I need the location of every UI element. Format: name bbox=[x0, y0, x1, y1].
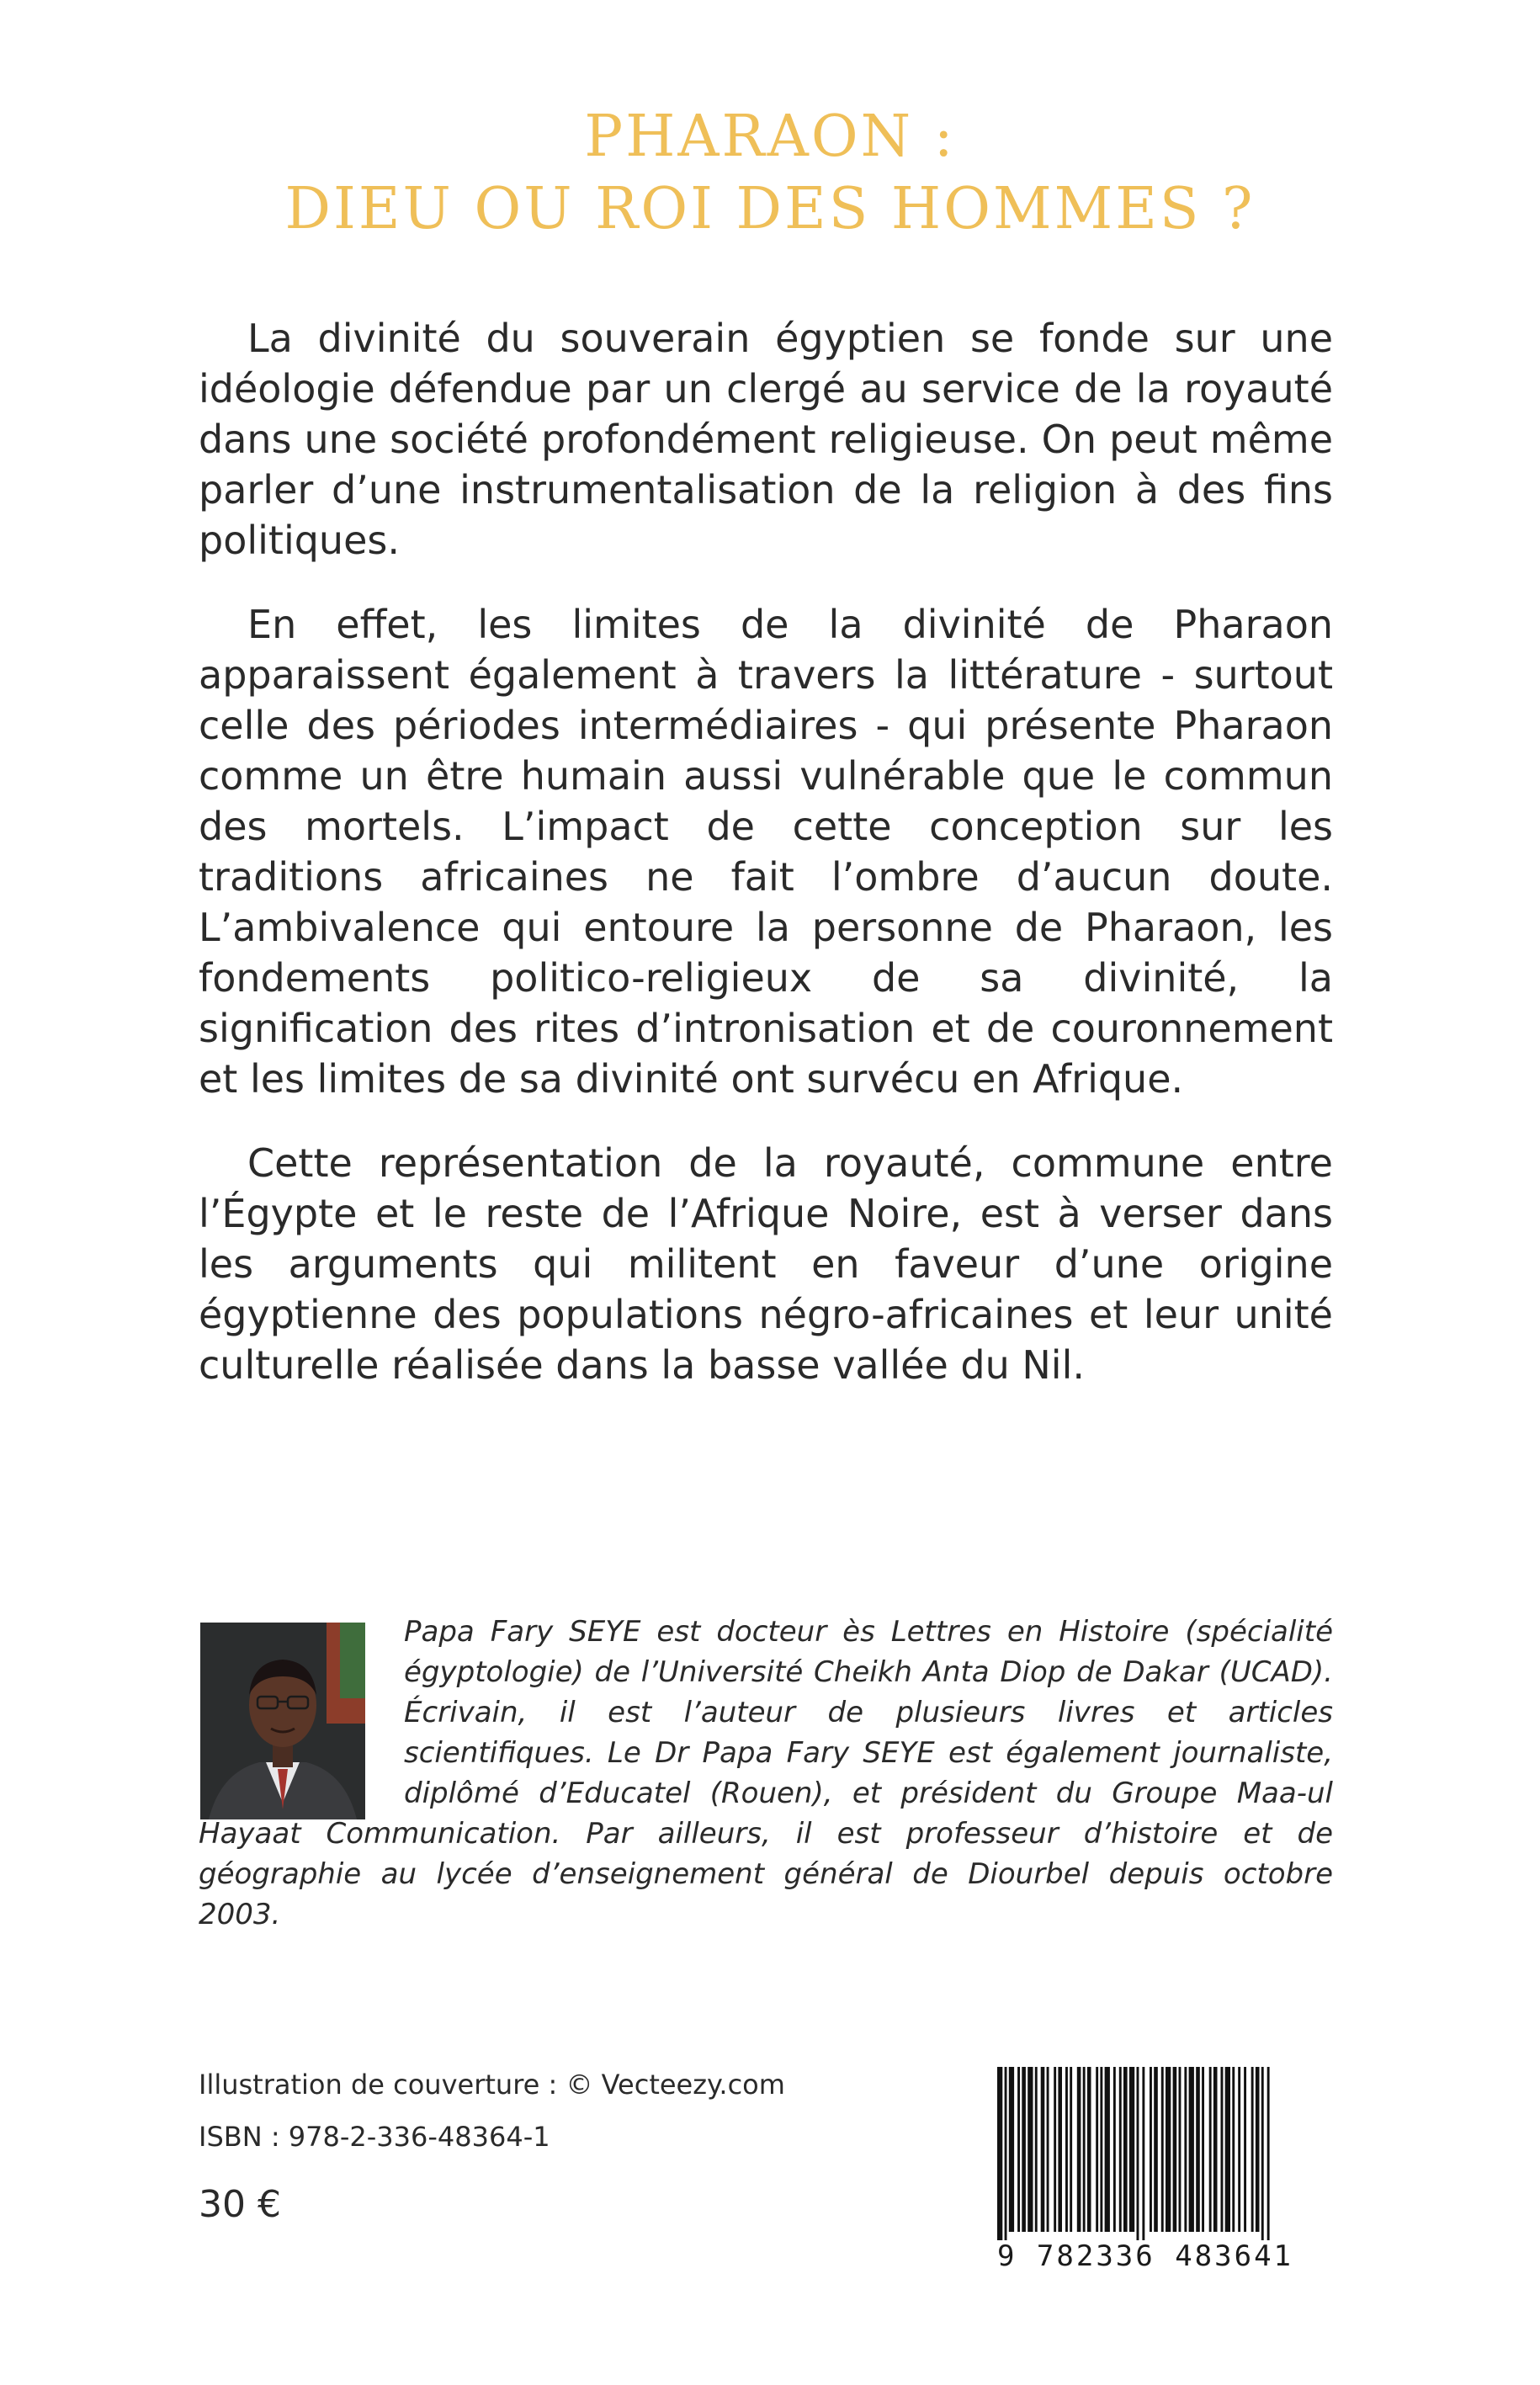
barcode-bar bbox=[1137, 2067, 1139, 2240]
book-title bbox=[0, 101, 1540, 246]
barcode-bar bbox=[1054, 2067, 1056, 2232]
barcode-bar bbox=[1267, 2067, 1270, 2240]
author-bio bbox=[199, 1612, 1333, 1935]
barcode-bar bbox=[1077, 2067, 1081, 2232]
back-cover-summary bbox=[199, 313, 1333, 1424]
barcode-bar bbox=[1142, 2067, 1144, 2240]
barcode-bar bbox=[1119, 2067, 1122, 2232]
barcode-bar bbox=[1123, 2067, 1128, 2232]
barcode-bar bbox=[1232, 2067, 1235, 2232]
barcode-bar bbox=[997, 2067, 1002, 2240]
barcode-bar bbox=[1189, 2067, 1194, 2232]
barcode-bar bbox=[1028, 2067, 1033, 2232]
illustration-credit: Illustration de couverture : © Vecteezy.com bbox=[199, 2069, 785, 2101]
barcode-bar bbox=[1017, 2067, 1020, 2232]
barcode-bar bbox=[1196, 2067, 1200, 2232]
barcode-bar bbox=[1100, 2067, 1102, 2232]
isbn-barcode bbox=[990, 2064, 1300, 2274]
barcode-bar bbox=[1225, 2067, 1230, 2232]
barcode-bar bbox=[1173, 2067, 1177, 2232]
barcode-bar bbox=[1065, 2067, 1068, 2232]
barcode-bar bbox=[1047, 2067, 1049, 2232]
barcode-bar bbox=[1022, 2067, 1026, 2232]
barcode-digits: 9 782336 483641 bbox=[996, 2239, 1294, 2273]
author-name: Papa Fary SEYE bbox=[404, 1615, 641, 1649]
barcode-bar bbox=[1129, 2067, 1134, 2232]
summary-paragraph-3: Cette représentation de la royauté, commune entre l’Égypte et le reste de l’Afrique Noire, est à verser dans les arguments qui militent en faveur d’une origine égyptienne des populations négro-africaines et leur unité culturelle réalisée dans la basse vallée du Nil. bbox=[199, 1140, 1333, 1388]
barcode-bar bbox=[1251, 2067, 1254, 2232]
title-line-1: PHARAON : bbox=[584, 104, 956, 170]
summary-paragraph-1: La divinité du souverain égyptien se fonde sur une idéologie défendue par un clergé au service de la royauté dans une société profondément religieuse. On peut même parler d’une instrumentalisation de la religion à des fins politiques. bbox=[199, 316, 1333, 563]
barcode-bar bbox=[1179, 2067, 1182, 2232]
barcode-bar bbox=[1096, 2067, 1098, 2232]
barcode-bar bbox=[1058, 2067, 1062, 2232]
barcode-bar bbox=[1161, 2067, 1164, 2232]
barcode-bar bbox=[1005, 2067, 1007, 2240]
barcode-bar bbox=[1150, 2067, 1152, 2232]
barcode-bar bbox=[1087, 2067, 1091, 2232]
barcode-bar bbox=[1154, 2067, 1158, 2232]
barcode-bar bbox=[1209, 2067, 1212, 2232]
barcode-bar bbox=[1221, 2067, 1224, 2232]
barcode-bar bbox=[1184, 2067, 1187, 2232]
barcode-bar bbox=[1261, 2067, 1264, 2240]
barcode-bar bbox=[1113, 2067, 1116, 2232]
title-line-2: DIEU OU ROI DES HOMMES ? bbox=[284, 176, 1256, 242]
barcode-bar bbox=[1035, 2067, 1038, 2232]
barcode-bar bbox=[1009, 2067, 1014, 2232]
barcode-bar bbox=[1256, 2067, 1260, 2232]
barcode-bar bbox=[1070, 2067, 1072, 2232]
barcode-bar bbox=[1105, 2067, 1110, 2232]
price-text: 30 € bbox=[199, 2183, 281, 2226]
summary-paragraph-2: En effet, les limites de la divinité de Pharaon apparaissent également à travers la littérature - surtout celle des périodes intermédiaires - qui présente Pharaon comme un être humain aussi vulnérable que le commun des mortels. L’impact de cette conception sur les traditions africaines ne fait l’ombre d’aucun doute. L’ambivalence qui entoure la personne de Pharaon, les fondements politico-religieux de sa divinité, la signification des rites d’intronisation et de couronnement et les limites de sa divinité ont survécu en Afrique. bbox=[199, 602, 1333, 1102]
barcode-bar bbox=[1244, 2067, 1246, 2232]
barcode-bar bbox=[1166, 2067, 1171, 2232]
barcode-bar bbox=[1041, 2067, 1045, 2232]
barcode-bar bbox=[1238, 2067, 1240, 2232]
author-bio-text: est docteur ès Lettres en Histoire (spécialité égyptologie) de l’Université Cheikh Anta Diop de Dakar (UCAD). Écrivain, il est l’auteur de plusieurs livres et articles scientifiques. Le Dr Papa Fary SEYE est également journaliste, diplômé d’Educatel (Rouen), et président du Groupe Maa-ul Hayaat Communication. Par ailleurs, il est professeur d’histoire et de géographie au lycée d’enseignement général de Diourbel depuis octobre 2003. bbox=[199, 1615, 1333, 1931]
isbn-text: ISBN : 978-2-336-48364-1 bbox=[199, 2121, 550, 2153]
barcode-bar bbox=[1202, 2067, 1204, 2232]
barcode-bar bbox=[1083, 2067, 1086, 2232]
barcode-bar bbox=[1213, 2067, 1218, 2232]
